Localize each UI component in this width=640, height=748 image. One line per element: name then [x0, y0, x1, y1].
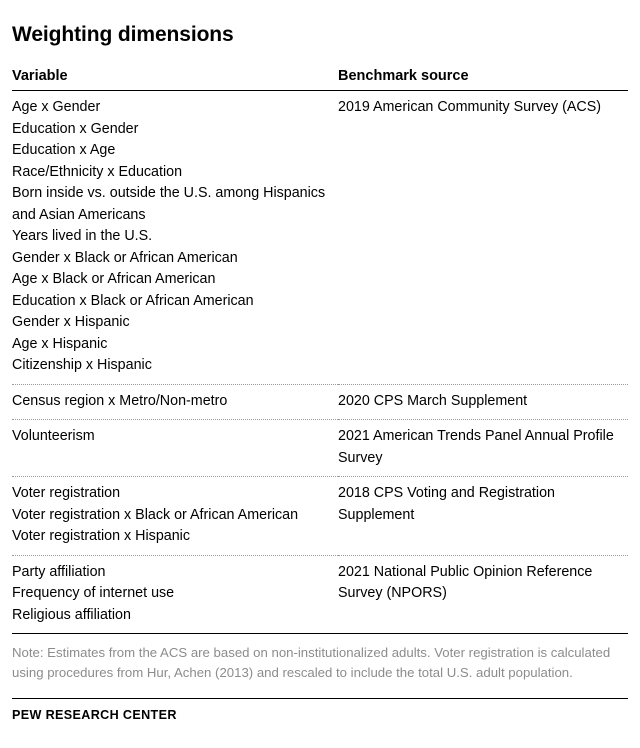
table-row — [12, 91, 628, 385]
variable-cell — [12, 91, 338, 385]
variable-item: Voter registration x Hispanic — [12, 528, 190, 544]
variable-cell — [12, 420, 338, 477]
weighting-dimensions-table — [12, 62, 628, 634]
benchmark-source-cell: 2020 CPS March Supplement — [338, 384, 628, 420]
variable-item: Voter registration — [12, 485, 121, 501]
variable-item: Party affiliation — [12, 563, 106, 580]
variable-cell — [12, 384, 338, 420]
variable-item: Education x Black or African American — [12, 292, 254, 309]
variable-item: Age x Gender — [12, 99, 101, 115]
table-row — [12, 555, 628, 634]
table-row — [12, 477, 628, 556]
table-header-row — [12, 62, 628, 91]
column-header-benchmark-source: Benchmark source — [338, 62, 628, 91]
variable-item: Race/Ethnicity x Education — [12, 163, 183, 180]
variable-item: Age x Hispanic — [12, 335, 108, 352]
variable-cell — [12, 555, 338, 634]
variable-cell — [12, 477, 338, 556]
variable-item: Born inside vs. outside the U.S. among Hispanics and Asian Americans — [12, 185, 326, 223]
page-title: Weighting dimensions — [12, 23, 234, 46]
source-organization: PEW RESEARCH CENTER — [12, 698, 628, 722]
benchmark-source-cell: 2018 CPS Voting and Registration Supplement — [338, 477, 628, 556]
variable-item: Voter registration x Black or African American — [12, 506, 299, 523]
variable-item: Volunteerism — [12, 428, 95, 444]
variable-item: Education x Age — [12, 142, 116, 158]
benchmark-source-cell: 2021 National Public Opinion Reference Survey (NPORS) — [338, 555, 628, 634]
variable-item: Gender x Black or African American — [12, 249, 238, 266]
variable-item: Gender x Hispanic — [12, 314, 130, 330]
variable-item: Census region x Metro/Non-metro — [12, 392, 228, 409]
table-body — [12, 91, 628, 634]
variable-item: Religious affiliation — [12, 606, 131, 623]
benchmark-source-cell: 2021 American Trends Panel Annual Profile Survey — [338, 420, 628, 477]
table-note: Note: Estimates from the ACS are based on non-institutionalized adults. Voter registration is calculated using procedures from Hur, Achen (2013) and rescaled to include the total U.S. adult population. — [12, 645, 611, 680]
variable-item: Citizenship x Hispanic — [12, 357, 152, 373]
table-row — [12, 384, 628, 420]
table-row — [12, 420, 628, 477]
variable-item: Education x Gender — [12, 120, 139, 137]
variable-item: Frequency of internet use — [12, 585, 175, 601]
variable-item: Age x Black or African American — [12, 271, 216, 287]
benchmark-source-cell: 2019 American Community Survey (ACS) — [338, 91, 628, 385]
variable-item: Years lived in the U.S. — [12, 228, 153, 244]
column-header-variable: Variable — [12, 62, 338, 91]
